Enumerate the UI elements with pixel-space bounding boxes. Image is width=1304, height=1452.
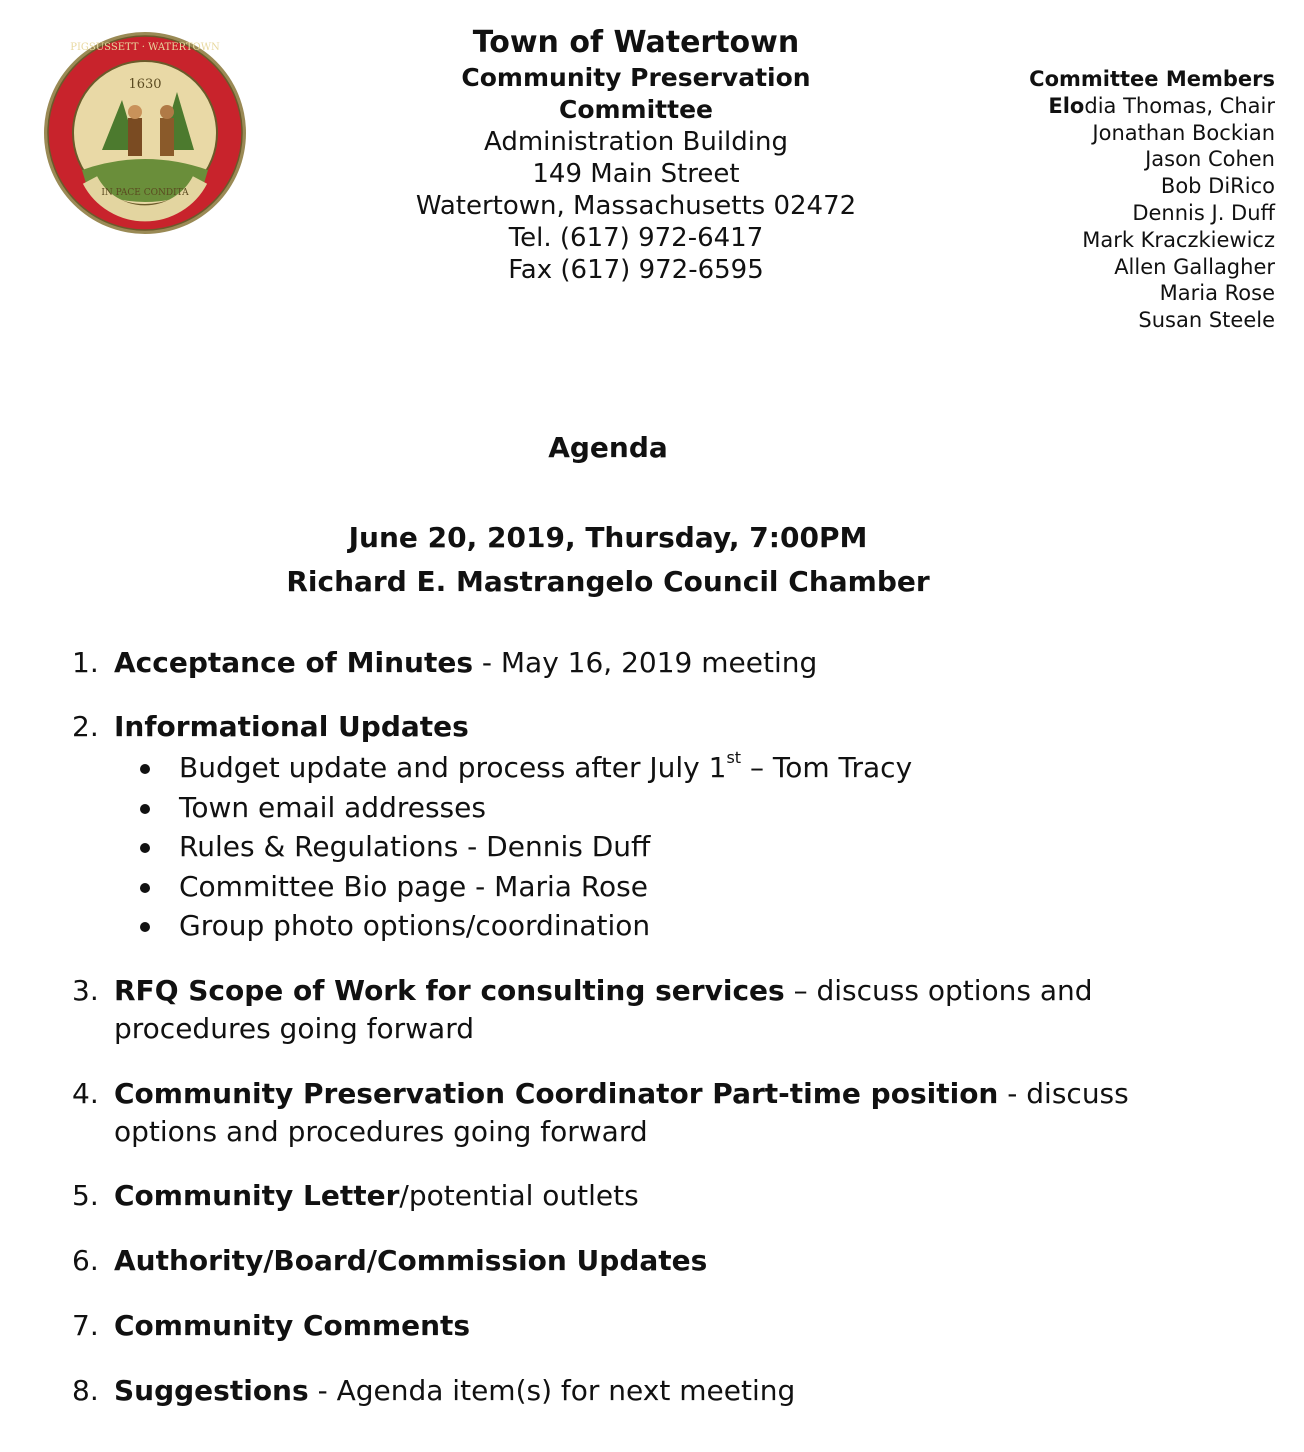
street-address: 149 Main Street xyxy=(532,159,740,189)
building-name: Administration Building xyxy=(484,127,788,157)
agenda-title: Agenda xyxy=(548,431,668,464)
seal-ring-text: PIGSUSSETT · WATERTOWN xyxy=(70,42,220,53)
members-title: Committee Members xyxy=(1029,67,1275,91)
agenda-item: 8. Suggestions - Agenda item(s) for next meeting xyxy=(72,1374,796,1407)
list-item: Group photo options/coordination xyxy=(72,906,912,946)
agenda-item: 2. Informational Updates xyxy=(72,710,469,743)
committee-name: Community Preservation Committee xyxy=(461,63,811,124)
agenda-item: 4. Community Preservation Coordinator Part-time position - discuss options and procedures going forward xyxy=(72,1077,1129,1148)
meeting-location: Richard E. Mastrangelo Council Chamber xyxy=(286,565,930,598)
town-name: Town of Watertown xyxy=(472,25,800,60)
letterhead xyxy=(386,24,886,286)
fax: Fax (617) 972-6595 xyxy=(508,255,764,285)
list-item: Rules & Regulations - Dennis Duff xyxy=(72,827,912,867)
list-item: Town email addresses xyxy=(72,788,912,828)
informational-updates-list xyxy=(72,748,912,946)
telephone: Tel. (617) 972-6417 xyxy=(508,223,764,253)
member: Jason Cohen xyxy=(1145,147,1275,172)
member: Mark Kraczkiewicz xyxy=(1082,227,1275,252)
member: Maria Rose xyxy=(1159,281,1275,306)
member-chair: Elodia Thomas, Chair xyxy=(1048,93,1275,118)
agenda-item: 7. Community Comments xyxy=(72,1309,471,1342)
agenda-item: 1. Acceptance of Minutes - May 16, 2019 meeting xyxy=(72,646,818,679)
agenda-item: 5. Community Letter/potential outlets xyxy=(72,1179,639,1212)
member: Jonathan Bockian xyxy=(1092,120,1275,145)
member: Bob DiRico xyxy=(1160,174,1275,199)
member: Allen Gallagher xyxy=(1114,254,1275,279)
town-seal-logo xyxy=(42,30,248,236)
agenda-item: 3. RFQ Scope of Work for consulting services – discuss options and procedures going forward xyxy=(72,974,1093,1045)
agenda-item: 6. Authority/Board/Commission Updates xyxy=(72,1244,708,1277)
meeting-info xyxy=(0,516,1216,604)
list-item: Committee Bio page - Maria Rose xyxy=(72,867,912,907)
city-address: Watertown, Massachusetts 02472 xyxy=(415,191,857,221)
member: Dennis J. Duff xyxy=(1132,200,1275,225)
member: Susan Steele xyxy=(1138,308,1275,333)
seal-year: 1630 xyxy=(128,77,162,92)
seal-motto: IN PACE CONDITA xyxy=(101,188,189,198)
list-item: Budget update and process after July 1st – Tom Tracy xyxy=(72,748,912,788)
committee-members xyxy=(1029,66,1275,334)
meeting-date: June 20, 2019, Thursday, 7:00PM xyxy=(348,521,868,554)
